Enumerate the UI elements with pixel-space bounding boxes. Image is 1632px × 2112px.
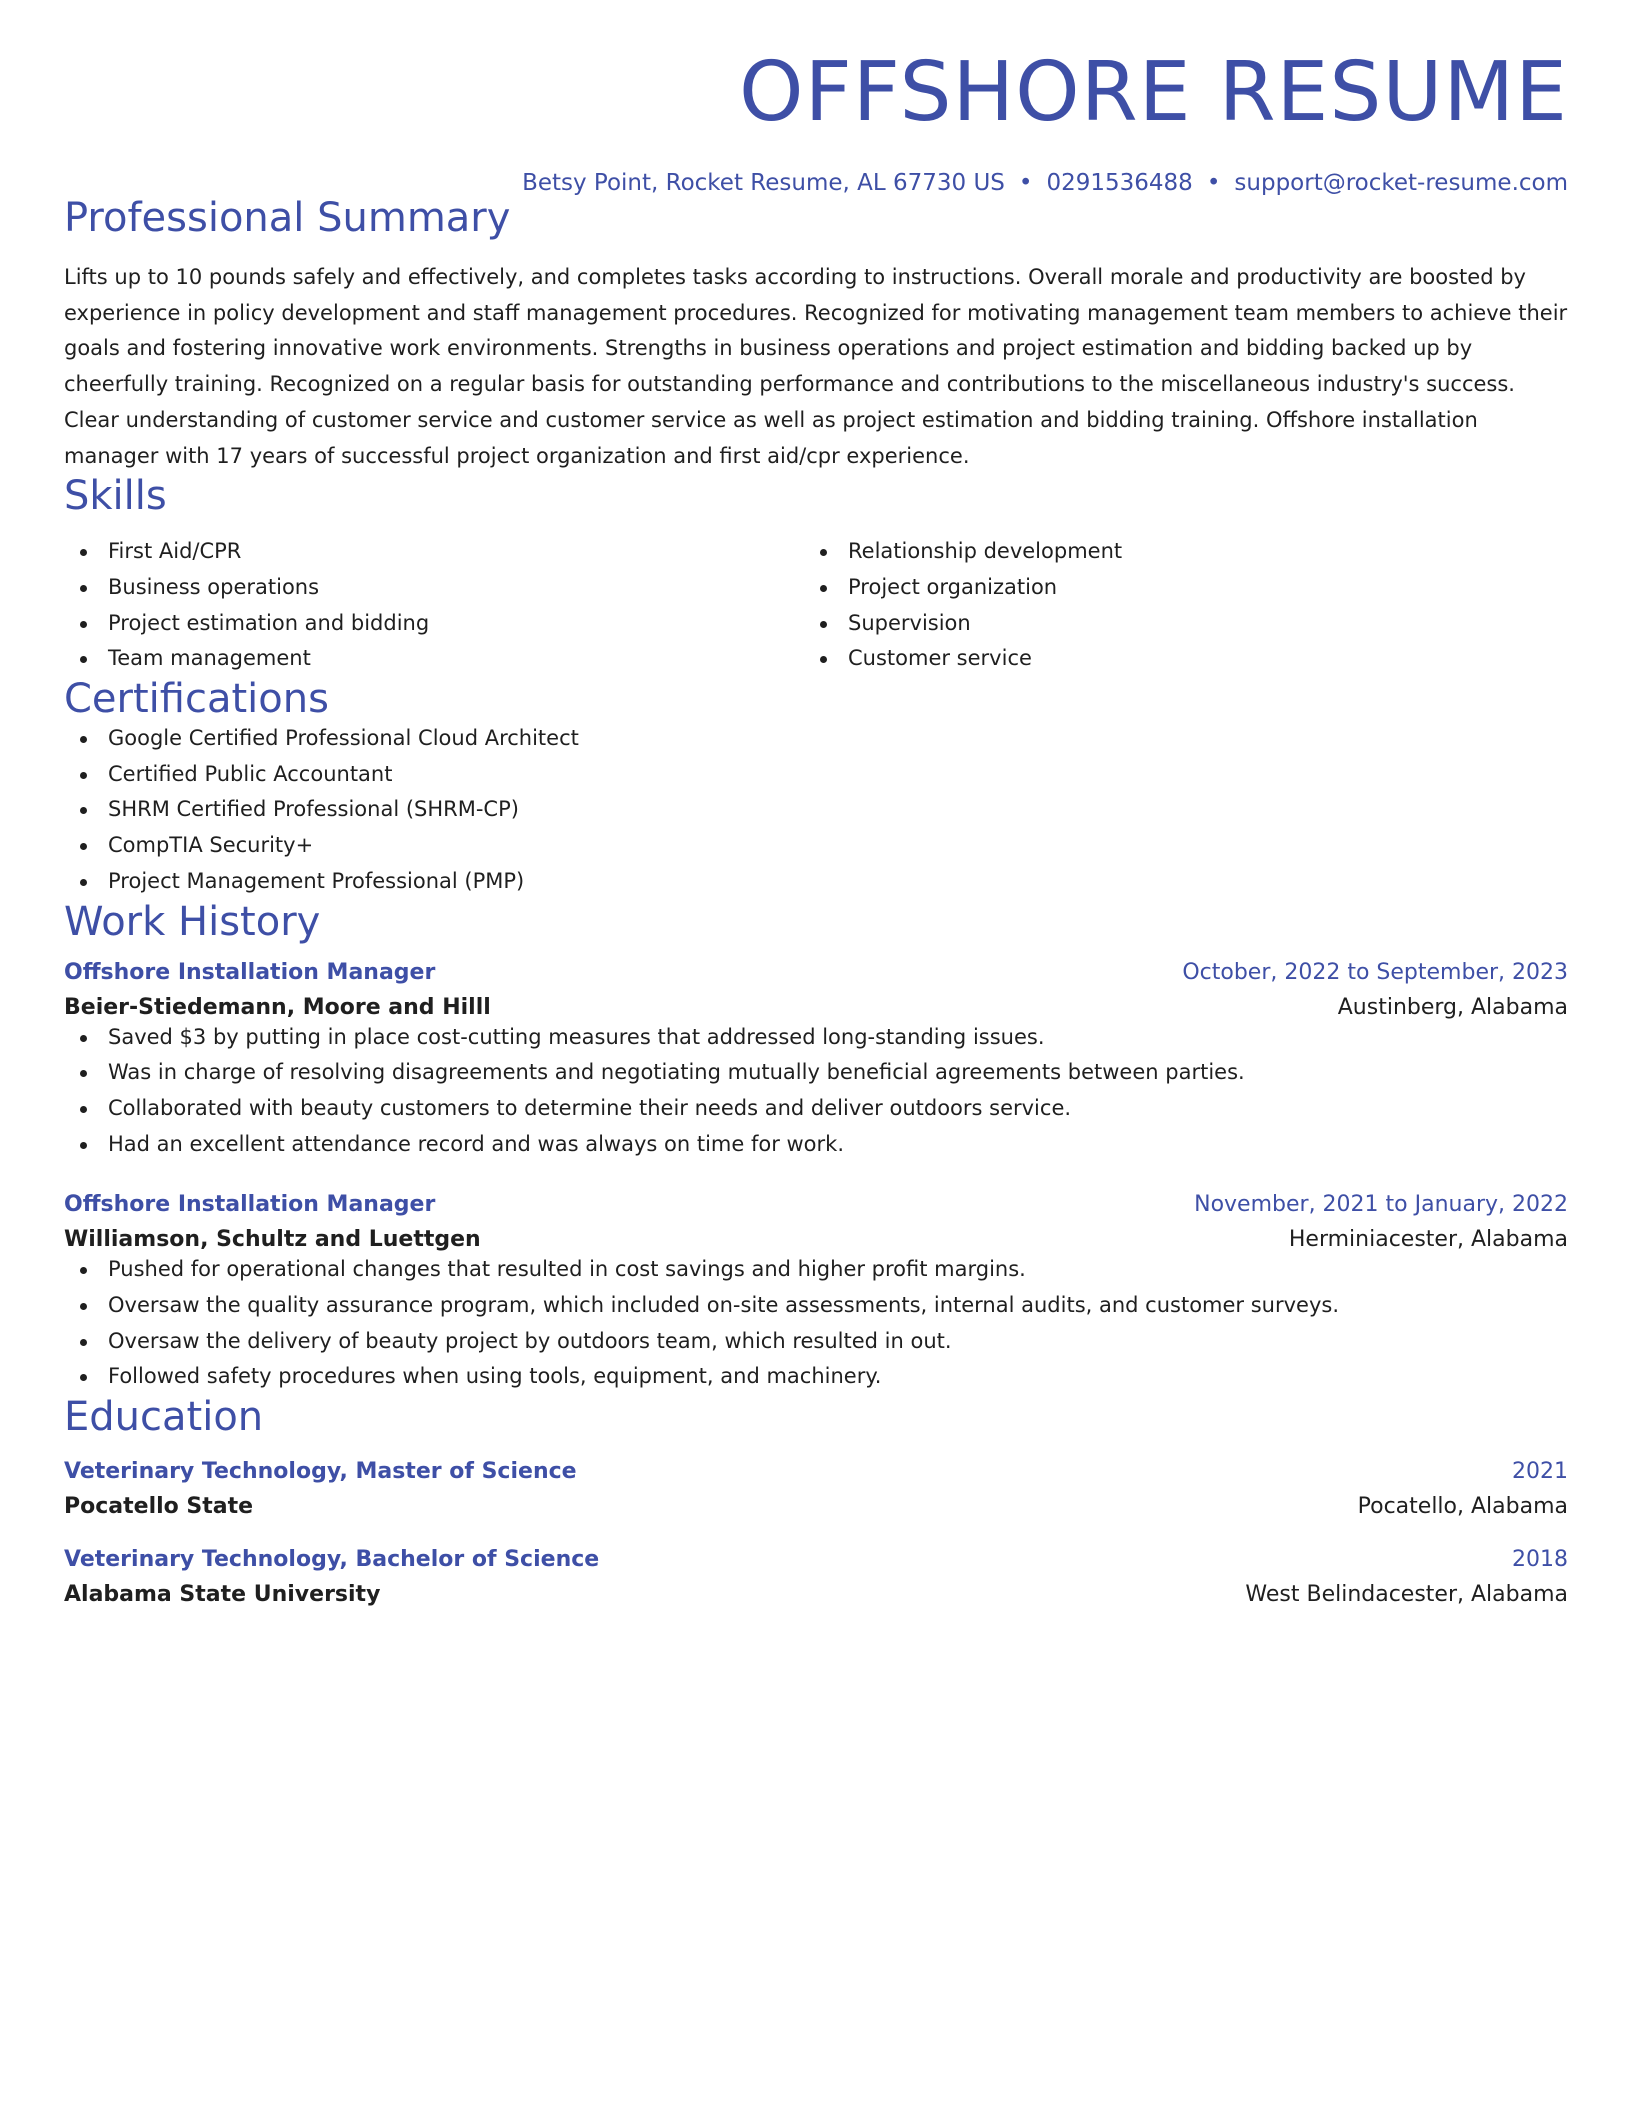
education-school: Pocatello State (64, 1494, 254, 1520)
job-title: Offshore Installation Manager (64, 1192, 436, 1218)
job-bullet: Collaborated with beauty customers to determine their needs and deliver outdoors service. (64, 1091, 1568, 1127)
certification-item: Project Management Professional (PMP) (64, 864, 1568, 900)
skills-columns (64, 534, 1568, 677)
job-entry (64, 1192, 1568, 1395)
resume-name: OFFSHORE RESUME (739, 45, 1568, 140)
education-location: West Belindacester, Alabama (1245, 1582, 1568, 1608)
job-bullet: Oversaw the delivery of beauty project by outdoors team, which resulted in out. (64, 1324, 1568, 1360)
job-dates: October, 2022 to September, 2023 (1182, 959, 1568, 985)
education-degree: Veterinary Technology, Bachelor of Science (64, 1547, 600, 1573)
job-location: Herminiacester, Alabama (1288, 1227, 1568, 1253)
contact-separator: • (1018, 170, 1033, 196)
certification-item: SHRM Certified Professional (SHRM-CP) (64, 792, 1568, 828)
job-bullets (64, 1020, 1568, 1163)
contact-line (64, 170, 1568, 196)
skill-item: Relationship development (804, 534, 1544, 570)
job-bullet: Followed safety procedures when using tools, equipment, and machinery. (64, 1359, 1568, 1395)
job-entry (64, 960, 1568, 1163)
education-school-row (64, 1494, 1568, 1519)
work-history-heading: Work History (64, 898, 321, 945)
skill-item: Team management (64, 641, 804, 677)
job-location: Austinberg, Alabama (1337, 994, 1568, 1020)
job-bullet: Had an excellent attendance record and was always on time for work. (64, 1127, 1568, 1163)
education-school-row (64, 1582, 1568, 1607)
certifications-heading: Certifications (64, 676, 329, 723)
job-title-row (64, 960, 1568, 985)
job-company: Williamson, Schultz and Luettgen (64, 1227, 481, 1253)
job-bullet: Pushed for operational changes that resulted in cost savings and higher profit margins. (64, 1252, 1568, 1288)
job-company-row (64, 995, 1568, 1020)
education-entry (64, 1459, 1568, 1519)
education-heading: Education (64, 1394, 264, 1441)
skill-item: Project estimation and bidding (64, 606, 804, 642)
contact-email: support@rocket-resume.com (1234, 170, 1568, 196)
job-title-row (64, 1192, 1568, 1217)
job-bullet: Oversaw the quality assurance program, which included on-site assessments, internal audits, and customer surveys. (64, 1288, 1568, 1324)
skill-item: Customer service (804, 641, 1544, 677)
skills-heading: Skills (64, 473, 167, 520)
education-degree-row (64, 1459, 1568, 1484)
job-bullet: Saved $3 by putting in place cost-cutting measures that addressed long-standing issues. (64, 1020, 1568, 1056)
summary-text: Lifts up to 10 pounds safely and effectively, and completes tasks according to instructions. Overall morale and productivity are boosted by experience in policy development and staff management procedures. Recognized for motivating management team members to achieve their goals and fostering innovative work environments. Strengths in business operations and project estimation and bidding backed up by cheerfully training. Recognized on a regular basis for outstanding performance and contributions to the miscellaneous industry's success. Clear understanding of customer service and customer service as well as project estimation and bidding training. Offshore installation manager with 17 years of successful project organization and first aid/cpr experience. (64, 265, 1568, 468)
resume-header (64, 0, 1568, 196)
education-school: Alabama State University (64, 1582, 381, 1608)
education-year: 2018 (1512, 1547, 1568, 1573)
job-title: Offshore Installation Manager (64, 959, 436, 985)
job-bullet: Was in charge of resolving disagreements and negotiating mutually beneficial agreements between parties. (64, 1055, 1568, 1091)
contact-phone: 0291536488 (1046, 170, 1193, 196)
education-entry (64, 1547, 1568, 1607)
job-company: Beier-Stiedemann, Moore and Hilll (64, 994, 491, 1020)
certification-item: CompTIA Security+ (64, 828, 1568, 864)
certification-item: Certified Public Accountant (64, 757, 1568, 793)
education-year: 2021 (1512, 1459, 1568, 1485)
skills-list-left (64, 534, 804, 677)
job-company-row (64, 1227, 1568, 1252)
education-location: Pocatello, Alabama (1357, 1494, 1568, 1520)
skills-list-right (804, 534, 1544, 677)
education-degree-row (64, 1547, 1568, 1572)
summary-heading: Professional Summary (64, 195, 511, 241)
contact-address: Betsy Point, Rocket Resume, AL 67730 US (522, 170, 1005, 196)
contact-separator: • (1206, 170, 1221, 196)
job-bullets (64, 1252, 1568, 1395)
skill-item: First Aid/CPR (64, 534, 804, 570)
skill-item: Business operations (64, 570, 804, 606)
skill-item: Supervision (804, 606, 1544, 642)
certification-item: Google Certified Professional Cloud Architect (64, 721, 1568, 757)
skill-item: Project organization (804, 570, 1544, 606)
education-degree: Veterinary Technology, Master of Science (64, 1459, 577, 1485)
job-dates: November, 2021 to January, 2022 (1194, 1192, 1568, 1218)
certifications-list (64, 721, 1568, 900)
